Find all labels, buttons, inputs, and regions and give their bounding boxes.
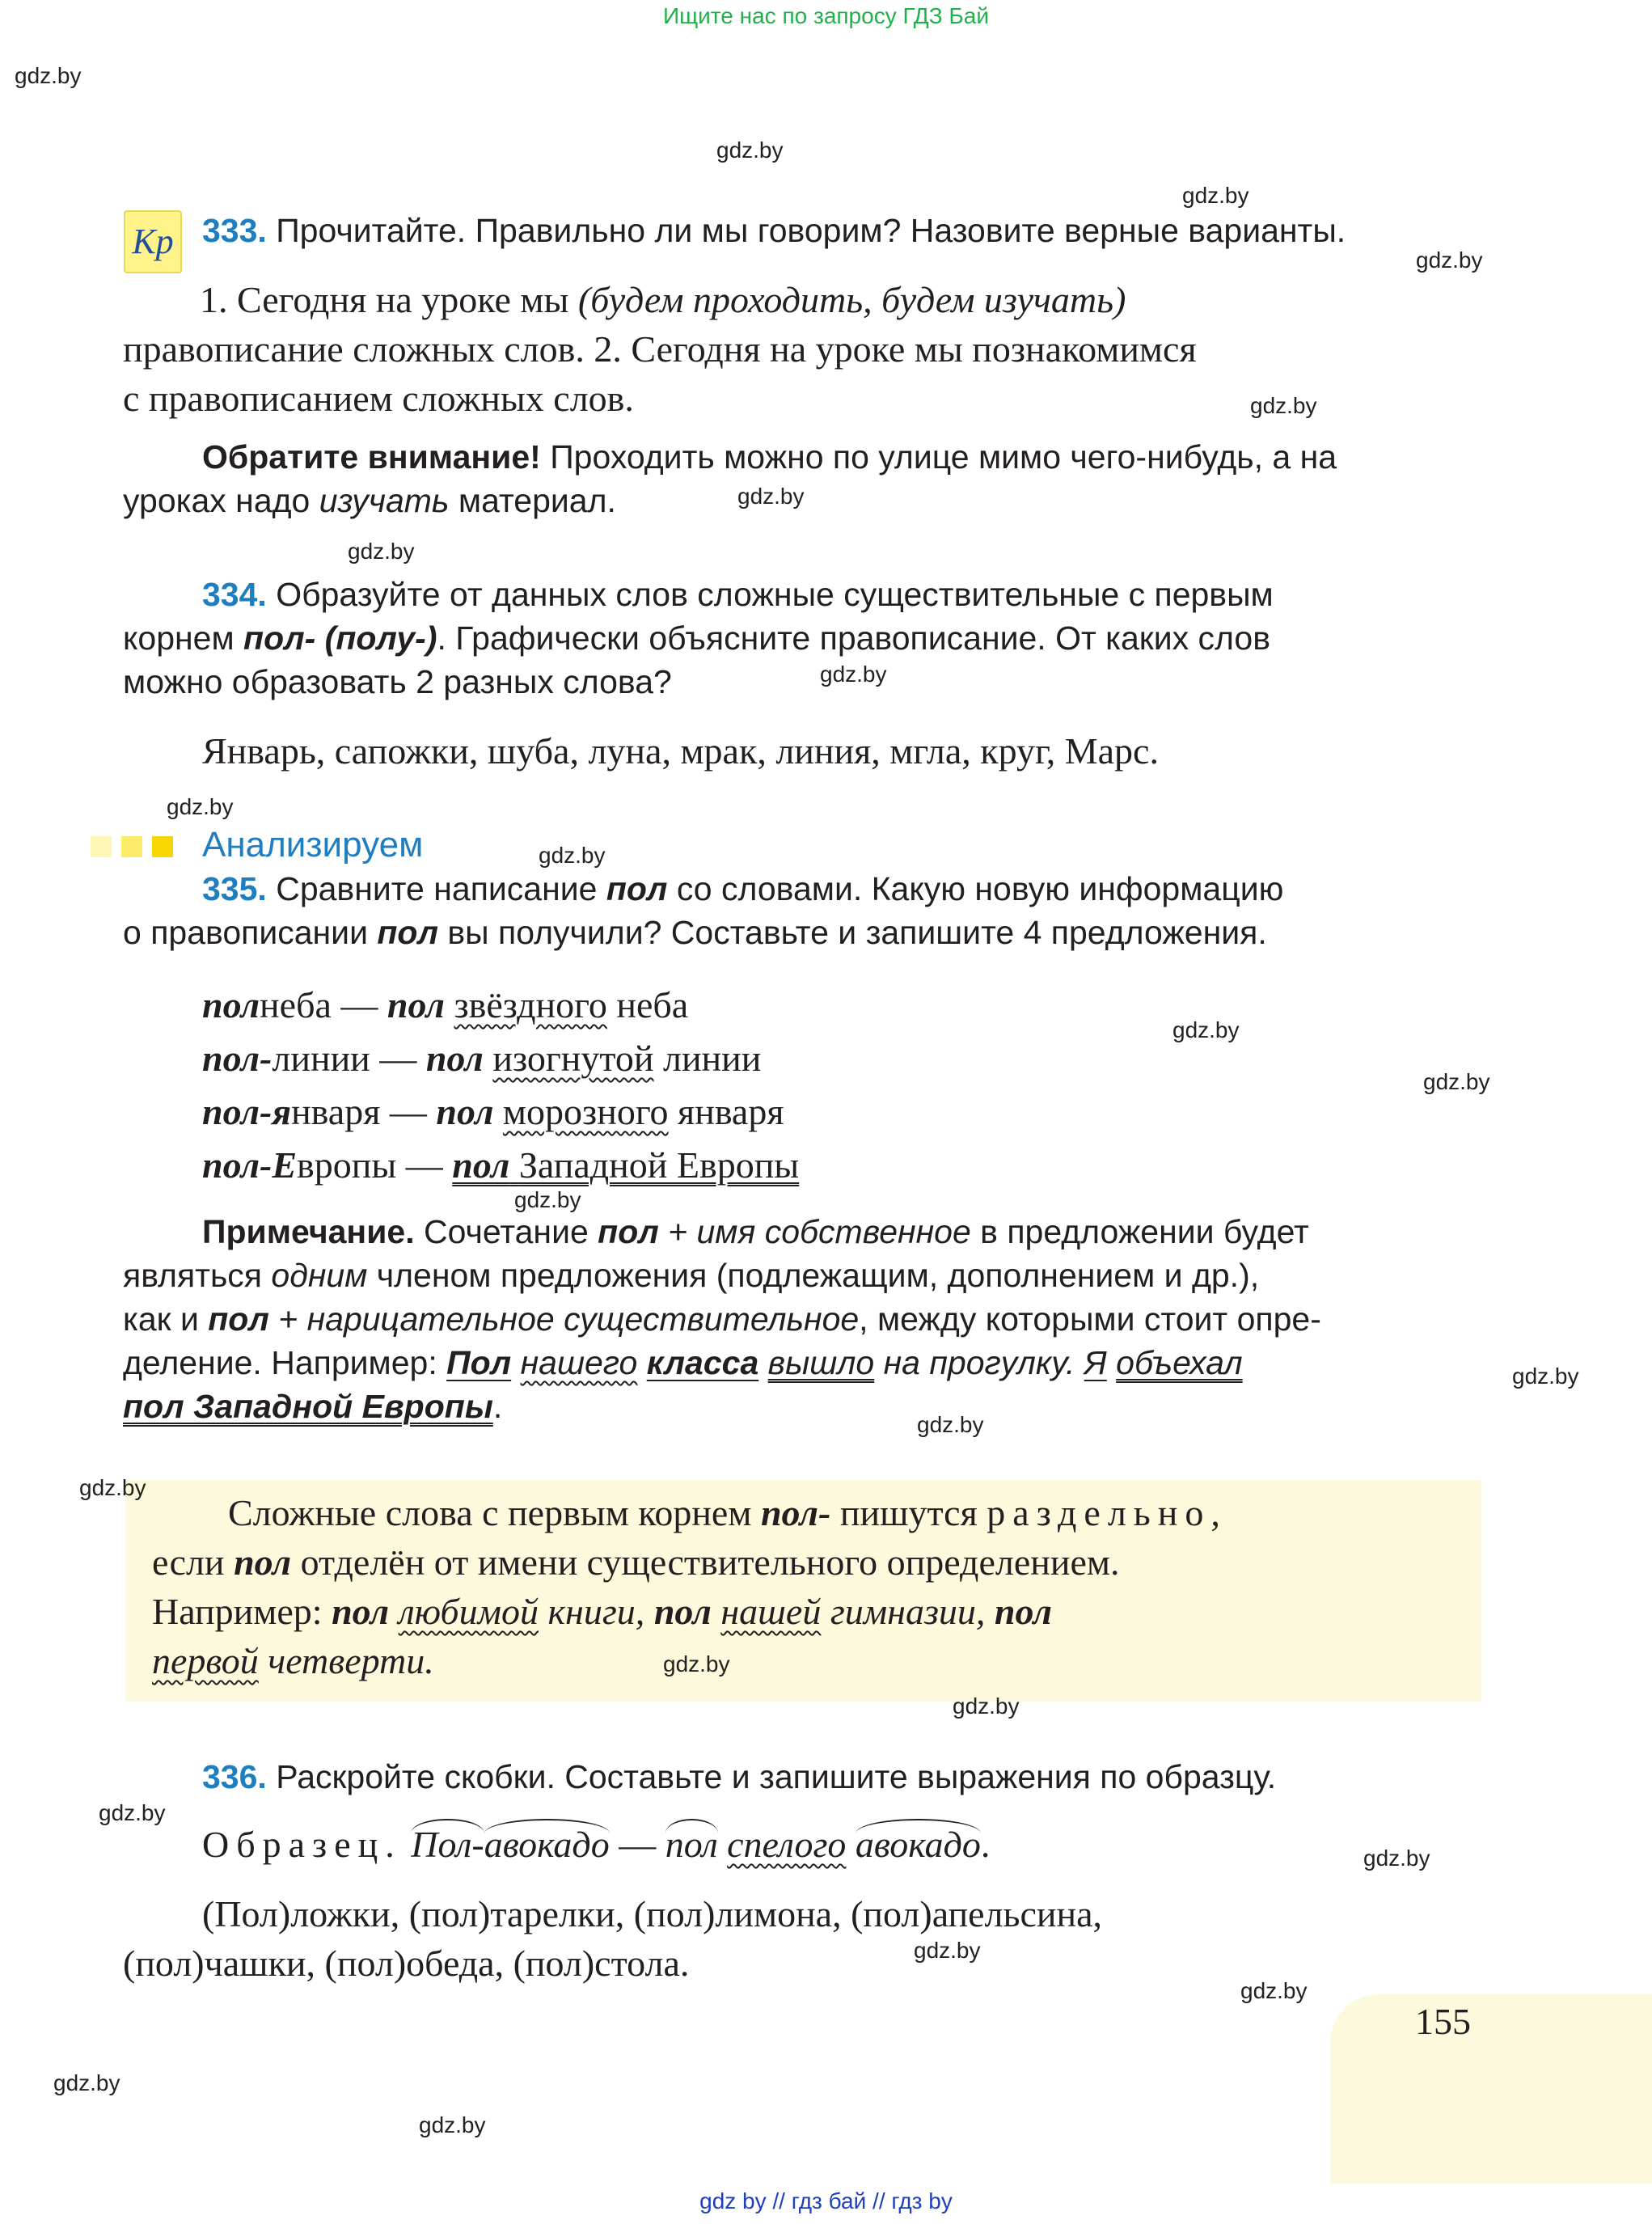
bottom-banner: gdz by // гдз бай // гдз by bbox=[699, 2188, 953, 2213]
watermark: gdz.by bbox=[79, 1475, 146, 1500]
exercise-number: 334. bbox=[202, 576, 267, 613]
watermark: gdz.by bbox=[917, 1412, 984, 1437]
watermark: gdz.by bbox=[15, 63, 82, 88]
exercise-336-sample: Образец. Пол-авокадо — пол спелого авокадо. bbox=[202, 1820, 1488, 1869]
watermark: gdz.by bbox=[348, 539, 415, 564]
watermark: gdz.by bbox=[1182, 183, 1249, 208]
example-row: полнеба — пол звёздного неба bbox=[202, 984, 689, 1025]
exercise-number: 336. bbox=[202, 1758, 267, 1795]
exercise-334-words: Январь, сапожки, шуба, луна, мрак, линия, мгла, круг, Марс. bbox=[202, 730, 1159, 772]
watermark: gdz.by bbox=[1416, 247, 1483, 273]
watermark: gdz.by bbox=[1240, 1978, 1308, 2003]
exercise-336-text: (Пол)ложки, (пол)тарелки, (пол)лимона, (пол)апельсина, (пол)чашки, (пол)обеда, (пол)стола. bbox=[123, 1893, 1103, 1984]
exercise-335-task: 335. Сравните написание пол со словами. Какую новую информацию о правописании пол вы получили? Составьте и запишите 4 предложения. bbox=[123, 870, 1284, 951]
top-banner: Ищите нас по запросу ГДЗ Бай bbox=[662, 3, 990, 28]
example-row: пол-Европы — пол Западной Европы bbox=[202, 1144, 800, 1186]
watermark: gdz.by bbox=[99, 1800, 166, 1825]
watermark: gdz.by bbox=[820, 662, 887, 687]
section-square bbox=[121, 836, 142, 857]
section-title: Анализируем bbox=[202, 825, 424, 865]
watermark: gdz.by bbox=[1363, 1846, 1430, 1871]
example-row: пол-линии — пол изогнутой линии bbox=[202, 1038, 762, 1079]
rule-text: Сложные слова с первым корнем пол- пишутся раздельно, если пол отделён от имени существительного определением. Например: пол любимой книги, пол нашей гимназии, пол первой четверти. bbox=[152, 1492, 1227, 1681]
exercise-336-task: 336. Раскройте скобки. Составьте и запишите выражения по образцу. bbox=[202, 1758, 1277, 1795]
exercise-334-task: 334. Образуйте от данных слов сложные существительные с первым корнем пол- (полу-). Графически объясните правописание. От каких слов можно образовать 2 разных слова? bbox=[123, 576, 1274, 700]
watermark: gdz.by bbox=[514, 1187, 581, 1212]
page-tab bbox=[1330, 1994, 1652, 2184]
watermark: gdz.by bbox=[419, 2112, 486, 2137]
watermark: gdz.by bbox=[539, 843, 606, 868]
watermark: gdz.by bbox=[953, 1693, 1020, 1719]
section-square bbox=[152, 836, 173, 857]
watermark: gdz.by bbox=[1172, 1017, 1240, 1042]
watermark: gdz.by bbox=[1512, 1364, 1579, 1389]
exercise-333-text: 1. Сегодня на уроке мы (будем проходить, будем изучать) правописание сложных слов. 2. Сегодня на уроке мы познакомимся с правописанием сложных слов. bbox=[123, 279, 1197, 419]
watermark: gdz.by bbox=[1250, 393, 1317, 418]
exercise-number: 333. bbox=[202, 212, 267, 249]
watermark: gdz.by bbox=[1423, 1069, 1490, 1094]
exercise-number: 335. bbox=[202, 870, 267, 907]
watermark: gdz.by bbox=[167, 794, 234, 819]
page-number: 155 bbox=[1415, 2001, 1471, 2042]
exercise-335-examples bbox=[202, 979, 1253, 1192]
watermark: gdz.by bbox=[663, 1651, 730, 1676]
exercise-333-task: 333. Прочитайте. Правильно ли мы говорим? Назовите верные варианты. bbox=[202, 212, 1346, 249]
exercise-335-remark: Примечание. Сочетание пол + имя собственное в предложении будет являться одним членом предложения (подлежащим, дополнением и др.), как и пол + нарицательное существительное, между которыми стоит опре- деление. Например: Пол нашего класса вышло на прогулку. Я объехал пол Западной Европы. bbox=[123, 1213, 1321, 1425]
watermark: gdz.by bbox=[716, 137, 784, 163]
kr-badge: Кр bbox=[124, 210, 182, 273]
watermark: gdz.by bbox=[53, 2070, 120, 2095]
watermark: gdz.by bbox=[737, 484, 805, 509]
section-square bbox=[91, 836, 112, 857]
exercise-333-note: Обратите внимание! Проходить можно по улице мимо чего-нибудь, а на уроках надо изучать материал. bbox=[123, 438, 1337, 519]
watermark: gdz.by bbox=[914, 1938, 981, 1963]
example-row: пол-января — пол морозного января bbox=[202, 1091, 784, 1132]
